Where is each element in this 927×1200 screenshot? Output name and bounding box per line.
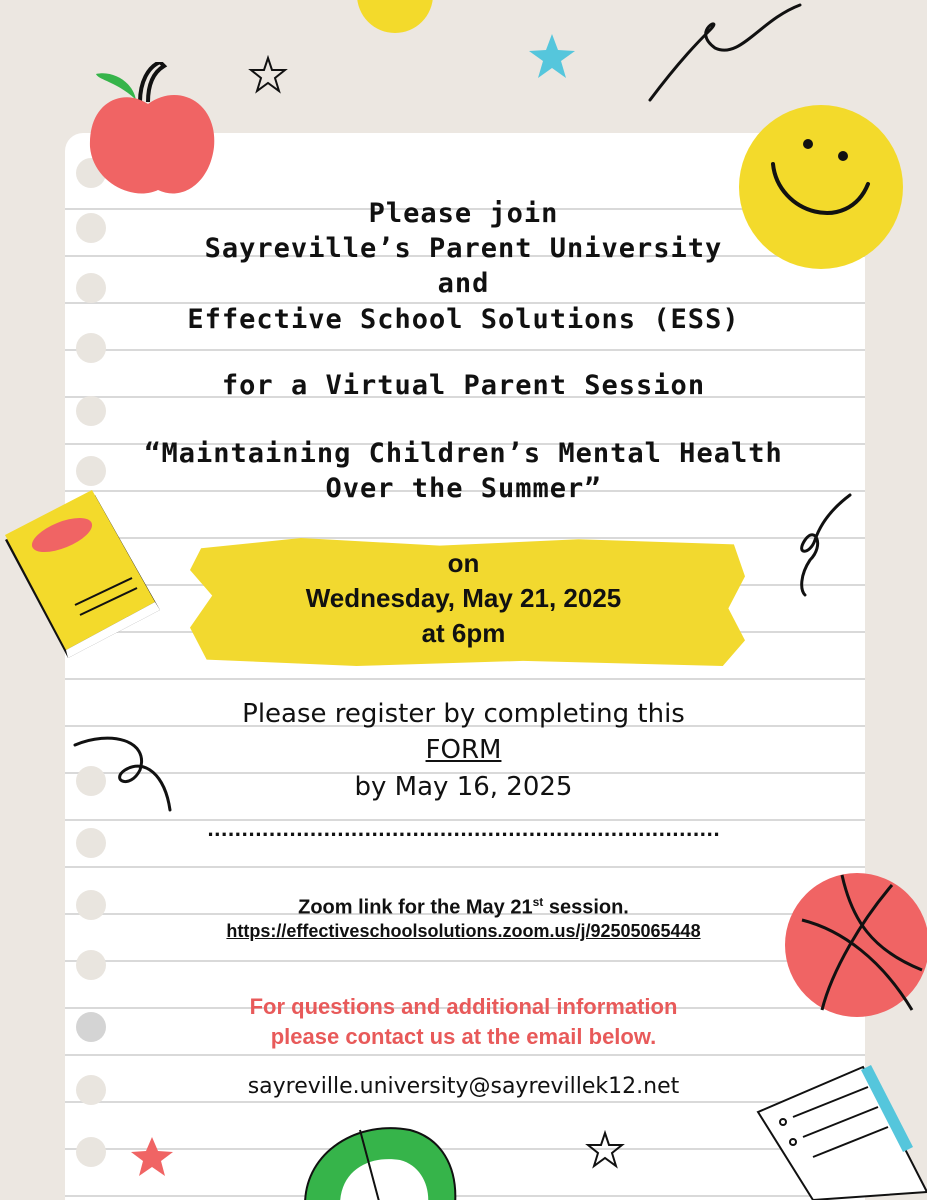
zoom-label: [0, 888, 927, 922]
invite-line-and: and: [437, 268, 490, 299]
squiggle-icon: [640, 0, 820, 110]
event-date: Wednesday, May 21, 2025: [305, 583, 622, 613]
invite-line-parent-university: Sayreville’s Parent University: [204, 233, 723, 264]
binder-hole: [76, 1137, 106, 1167]
contact-email[interactable]: sayreville.university@sayrevillek12.net: [247, 1074, 680, 1099]
blue-star-icon: [527, 32, 577, 82]
zoom-link[interactable]: https://effectiveschoolsolutions.zoom.us/j/92505065448: [226, 921, 701, 941]
invite-line-ess: Effective School Solutions (ESS): [187, 304, 740, 335]
yellow-sun-icon: [355, 0, 435, 40]
zoom-label-text: Zoom link for the May 21: [298, 896, 533, 919]
register-deadline: by May 16, 2025: [354, 772, 573, 802]
event-time: at 6pm: [421, 618, 506, 648]
event-on: on: [447, 548, 480, 578]
zoom-label-suffix: st: [532, 895, 544, 909]
outline-star-icon: [585, 1130, 625, 1170]
session-topic-line-2: Over the Summer”: [325, 473, 602, 504]
apple-icon: [88, 62, 223, 202]
invite-line-virtual-session: for a Virtual Parent Session: [221, 370, 706, 401]
session-topic-line-1: “Maintaining Children’s Mental Health: [144, 438, 783, 469]
protractor-icon: [300, 1110, 460, 1200]
contact-line-2: please contact us at the email below.: [270, 1024, 657, 1049]
invite-line-please-join: Please join: [368, 198, 559, 229]
register-form-row: [0, 731, 927, 769]
register-form-link[interactable]: FORM: [425, 735, 502, 765]
zoom-label-tail: session.: [543, 896, 629, 919]
contact-line-1: For questions and additional information: [249, 994, 678, 1019]
dotted-divider: ...........................................................................: [207, 820, 720, 841]
red-star-icon: [130, 1135, 175, 1180]
binder-hole: [76, 950, 106, 980]
outline-star-icon: [248, 55, 288, 95]
zoom-link-row: [0, 918, 927, 944]
register-line-1: Please register by completing this: [242, 699, 685, 729]
